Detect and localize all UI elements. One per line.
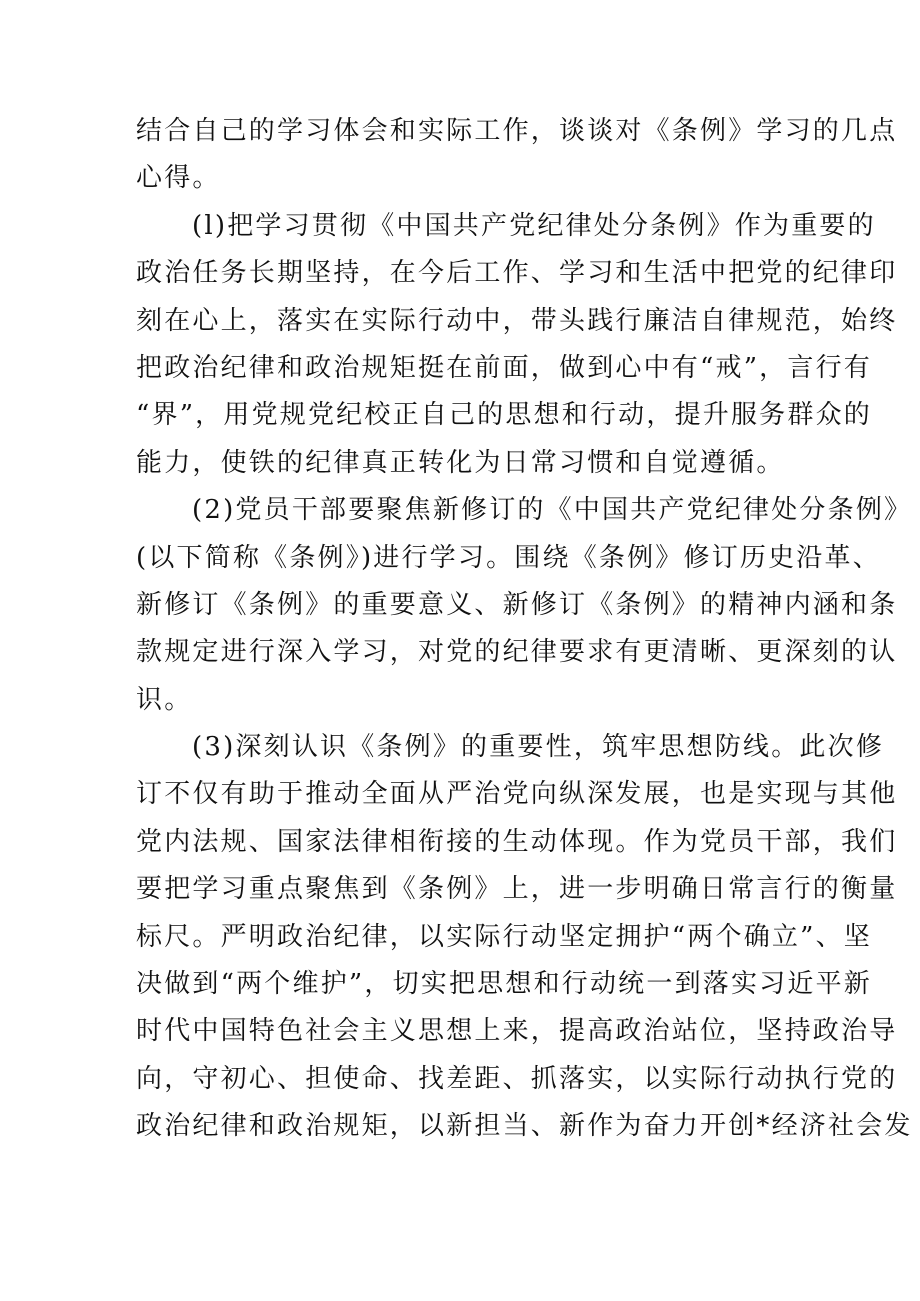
text-line: 决做到“两个维护”，切实把思想和行动统一到落实习近平新 <box>136 969 872 1000</box>
text-line: 党内法规、国家法律相衔接的生动体现。作为党员干部，我们 <box>136 826 898 857</box>
document-body <box>136 108 913 1151</box>
text-line: (l)把学习贯彻《中国共产党纪律处分条例》作为重要的 <box>192 210 876 241</box>
text-line: 结合自己的学习体会和实际工作，谈谈对《条例》学习的几点 <box>136 116 898 146</box>
text-line: 政治任务长期坚持，在今后工作、学习和生活中把党的纪律印 <box>136 258 898 289</box>
text-line: 政治纪律和政治规矩，以新担当、新作为奋力开创*经济社会发 <box>136 1111 913 1142</box>
text-line: (2)党员干部要聚焦新修订的《中国共产党纪律处分条例》 <box>192 495 913 526</box>
text-line: 标尺。严明政治纪律，以实际行动坚定拥护“两个确立”、坚 <box>136 921 872 952</box>
text-line: “界”，用党规党纪校正自己的思想和行动，提升服务群众的 <box>136 400 872 431</box>
text-line: 款规定进行深入学习，对党的纪律要求有更清晰、更深刻的认 <box>136 637 898 668</box>
text-line: 识。 <box>136 684 193 715</box>
text-line: 刻在心上，落实在实际行动中，带头践行廉洁自律规范，始终 <box>136 305 898 336</box>
text-line: (以下简称《条例》)进行学习。围绕《条例》修订历史沿革、 <box>136 542 881 573</box>
text-line: 心得。 <box>136 163 221 194</box>
text-line: (3)深刻认识《条例》的重要性，筑牢思想防线。此次修 <box>192 732 885 763</box>
text-line: 把政治纪律和政治规矩挺在前面，做到心中有“戒”，言行有 <box>136 352 872 383</box>
text-line: 向，守初心、担使命、找差距、抓落实，以实际行动执行党的 <box>136 1063 898 1094</box>
text-line: 要把学习重点聚焦到《条例》上，进一步明确日常言行的衡量 <box>136 874 898 905</box>
text-line: 新修订《条例》的重要意义、新修订《条例》的精神内涵和条 <box>136 589 898 620</box>
text-line: 能力，使铁的纪律真正转化为日常习惯和自觉遵循。 <box>136 447 785 478</box>
text-line: 时代中国特色社会主义思想上来，提高政治站位，坚持政治导 <box>136 1016 898 1047</box>
text-line: 订不仅有助于推动全面从严治党向纵深发展，也是实现与其他 <box>136 779 898 810</box>
